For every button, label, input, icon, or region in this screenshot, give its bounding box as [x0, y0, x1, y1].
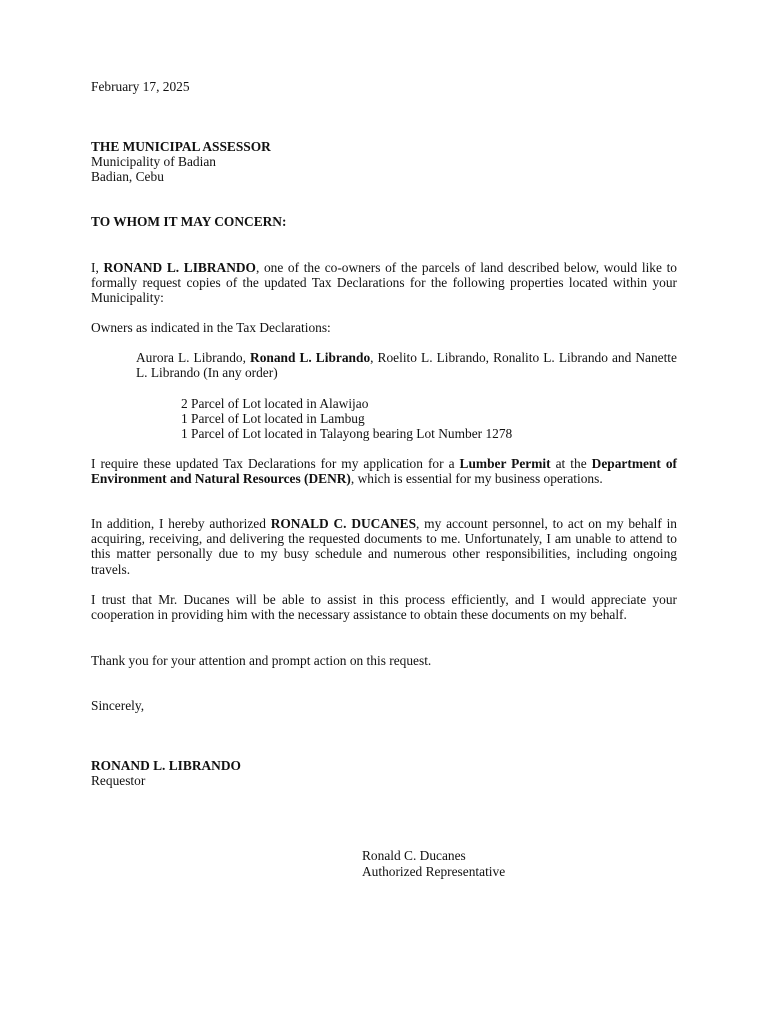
authorization-paragraph: In addition, I hereby authorized RONALD C. DUCANES, my account personnel, to act on my behalf in acquiring, receiving, and delivering the requested documents to me. Unfortunately, I am unable to attend to this matter personally due to my busy schedule and numerous other responsibilities, including ongoing travels. [91, 516, 677, 577]
thanks-line: Thank you for your attention and prompt action on this request. [91, 653, 432, 668]
intro-paragraph: I, RONAND L. LIBRANDO, one of the co-owners of the parcels of land described below, would like to formally request copies of the updated Tax Declarations for the following properties located within your Municipality: [91, 260, 677, 306]
owner-bold-name: Ronand L. Librando [250, 350, 371, 365]
requestor-name-inline: RONAND L. LIBRANDO [103, 260, 256, 275]
owners-heading: Owners as indicated in the Tax Declarations: [91, 320, 331, 335]
signatory-name: RONAND L. LIBRANDO [91, 758, 241, 773]
signatory-role: Requestor [91, 773, 146, 789]
representative-block [362, 848, 505, 879]
representative-role: Authorized Representative [362, 863, 506, 879]
addressee-line-1: Municipality of Badian [91, 154, 216, 170]
letter-date: February 17, 2025 [91, 79, 190, 94]
addressee-title: THE MUNICIPAL ASSESSOR [91, 139, 271, 154]
salutation: TO WHOM IT MAY CONCERN: [91, 214, 287, 229]
parcel-item: 1 Parcel of Lot located in Lambug [181, 411, 365, 427]
agency-name: Department of Environment and Natural Resources (DENR) [91, 456, 677, 487]
trust-paragraph: I trust that Mr. Ducanes will be able to assist in this process efficiently, and I would appreciate your cooperation in providing him with the necessary assistance to obtain these documents on my behalf. [91, 592, 677, 623]
purpose-paragraph: I require these updated Tax Declarations for my application for a Lumber Permit at the Department of Environment and Natural Resources (DENR), which is essential for my business operations. [91, 456, 677, 487]
addressee-line-2: Badian, Cebu [91, 169, 164, 185]
representative-name: Ronald C. Ducanes [362, 848, 466, 863]
parcel-list [181, 396, 767, 442]
permit-name: Lumber Permit [459, 456, 551, 471]
parcel-item: 1 Parcel of Lot located in Talayong bearing Lot Number 1278 [181, 426, 513, 442]
owners-list: Aurora L. Librando, Ronand L. Librando, Roelito L. Librando, Ronalito L. Librando and Nanette L. Librando (In any order) [136, 350, 677, 381]
addressee-block [91, 139, 677, 185]
closing: Sincerely, [91, 698, 145, 713]
representative-name-inline: RONALD C. DUCANES [270, 516, 417, 531]
signature-block [91, 758, 677, 788]
parcel-item: 2 Parcel of Lot located in Alawijao [181, 396, 369, 411]
